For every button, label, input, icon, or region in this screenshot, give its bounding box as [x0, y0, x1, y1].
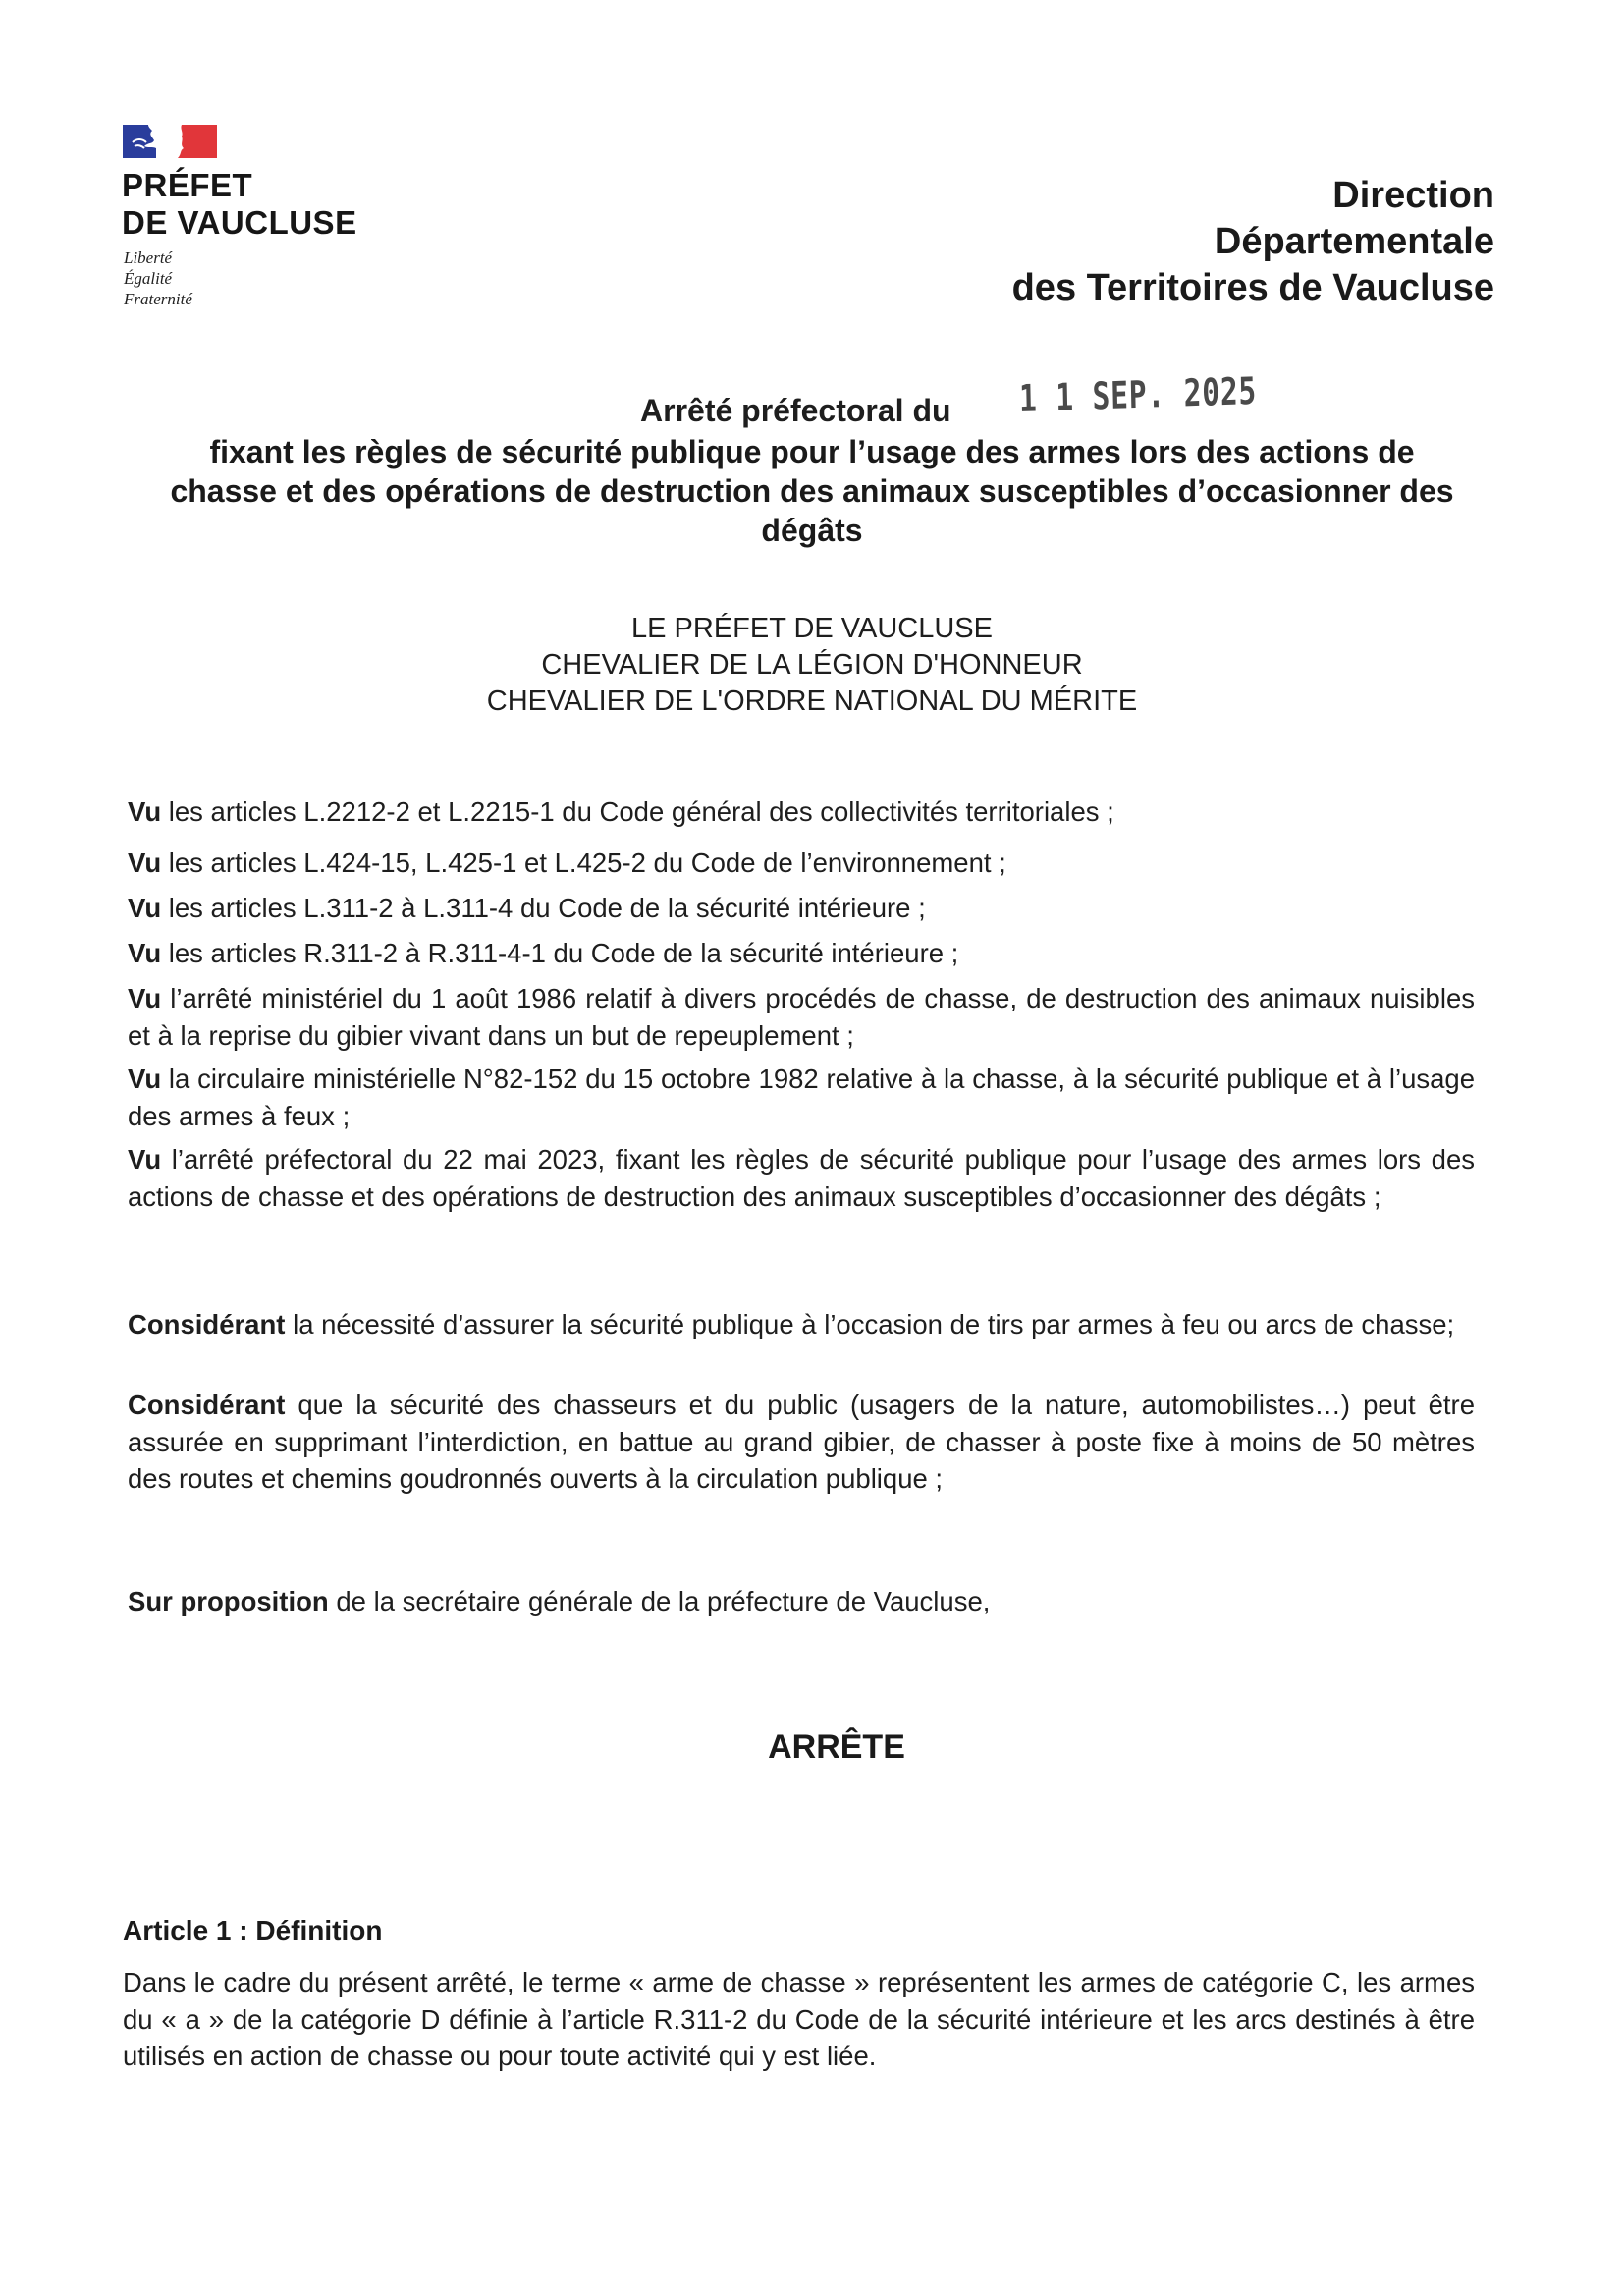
date-stamp: 1 1 SEP. 2025 [1018, 368, 1258, 420]
considerant-lead: Considérant [128, 1309, 286, 1339]
proposition-lead: Sur proposition [128, 1586, 329, 1616]
visa-text: les articles L.2212-2 et L.2215-1 du Code général des collectivités territoriales ; [161, 796, 1114, 827]
visa-text: la circulaire ministérielle N°82-152 du 15 octobre 1982 relative à la chasse, à la sécurité publique et à l’usage des armes à feux ; [128, 1064, 1475, 1131]
visa-lead: Vu [128, 1064, 162, 1094]
visa-item [128, 845, 1475, 882]
proposition-text: de la secrétaire générale de la préfecture de Vaucluse, [328, 1586, 991, 1616]
prefet-honor: CHEVALIER DE LA LÉGION D'HONNEUR [541, 649, 1083, 681]
logo-title-department: DE VAUCLUSE [122, 204, 357, 241]
visa-item [128, 793, 1475, 831]
visa-text: l’arrêté préfectoral du 22 mai 2023, fixant les règles de sécurité publique pour l’usage des armes lors des actions de chasse et des opérations de destruction des animaux susceptibles d’occasionner des dégâts ; [128, 1144, 1475, 1212]
visa-item [128, 935, 1475, 972]
flag-red-band [178, 125, 217, 158]
considerant-item [128, 1306, 1475, 1343]
issuer-block [1012, 173, 1494, 311]
visa-text: les articles L.311-2 à L.311-4 du Code de la sécurité intérieure ; [161, 893, 926, 923]
visa-item [128, 1141, 1475, 1215]
title-line: dégâts [761, 513, 863, 548]
decision-heading: ARRÊTE [768, 1728, 905, 1766]
article-body: Dans le cadre du présent arrêté, le terme « arme de chasse » représentent les armes de catégorie C, les armes du « a » de la catégorie D définie à l’article R.311-2 du Code de la sécurité intérieure et les arcs destinés à être utilisés en action de chasse ou pour toute activité qui y est liée. [123, 1967, 1475, 2071]
article-heading: Article 1 : Définition [123, 1915, 383, 1945]
visa-lead: Vu [128, 938, 162, 968]
visa-text: l’arrêté ministériel du 1 août 1986 relatif à divers procédés de chasse, de destruction des animaux nuisibles et à la reprise du gibier vivant dans un but de repeuplement ; [128, 983, 1475, 1051]
prefet-honor: CHEVALIER DE L'ORDRE NATIONAL DU MÉRITE [486, 685, 1138, 717]
visa-item [128, 980, 1475, 1054]
visa-lead: Vu [128, 893, 162, 923]
visa-lead: Vu [128, 1144, 162, 1175]
visa-lead: Vu [128, 983, 162, 1013]
issuer-line: des Territoires de Vaucluse [1011, 267, 1494, 308]
visa-text: les articles L.424-15, L.425-1 et L.425-2 du Code de l’environnement ; [161, 847, 1006, 878]
visa-text: les articles R.311-2 à R.311-4-1 du Code de la sécurité intérieure ; [161, 938, 959, 968]
visa-item [128, 890, 1475, 927]
issuer-line: Direction [1332, 175, 1494, 216]
motto-liberte: Liberté [124, 248, 173, 267]
motto-fraternite: Fraternité [124, 290, 192, 308]
considerant-text: la nécessité d’assurer la sécurité publique à l’occasion de tirs par armes à feu ou arcs de chasse; [285, 1309, 1455, 1339]
visa-item [128, 1061, 1475, 1134]
visa-lead: Vu [128, 796, 162, 827]
proposition [128, 1583, 1475, 1620]
flag-blue-band [123, 125, 156, 158]
considerant-item [128, 1387, 1475, 1498]
logo-title-prefet: PRÉFET [122, 167, 253, 203]
motto-egalite: Égalité [124, 269, 173, 288]
issuer-line: Départementale [1214, 221, 1494, 262]
title-line: chasse et des opérations de destruction des animaux susceptibles d’occasionner des [170, 473, 1454, 509]
title-line: fixant les règles de sécurité publique pour l’usage des armes lors des actions de [209, 434, 1415, 469]
considerant-text: que la sécurité des chasseurs et du public (usagers de la nature, automobilistes…) peut être assurée en supprimant l’interdiction, en battue au grand gibier, de chasser à poste fixe à moins de 50 mètres des routes et chemins goudronnés ouverts à la circulation publique ; [128, 1390, 1475, 1494]
prefet-title: LE PRÉFET DE VAUCLUSE [631, 613, 993, 644]
considerant-lead: Considérant [128, 1390, 286, 1420]
marianne-flag-logo [123, 125, 217, 158]
visa-lead: Vu [128, 847, 162, 878]
title-prefix: Arrêté préfectoral du [640, 393, 951, 428]
